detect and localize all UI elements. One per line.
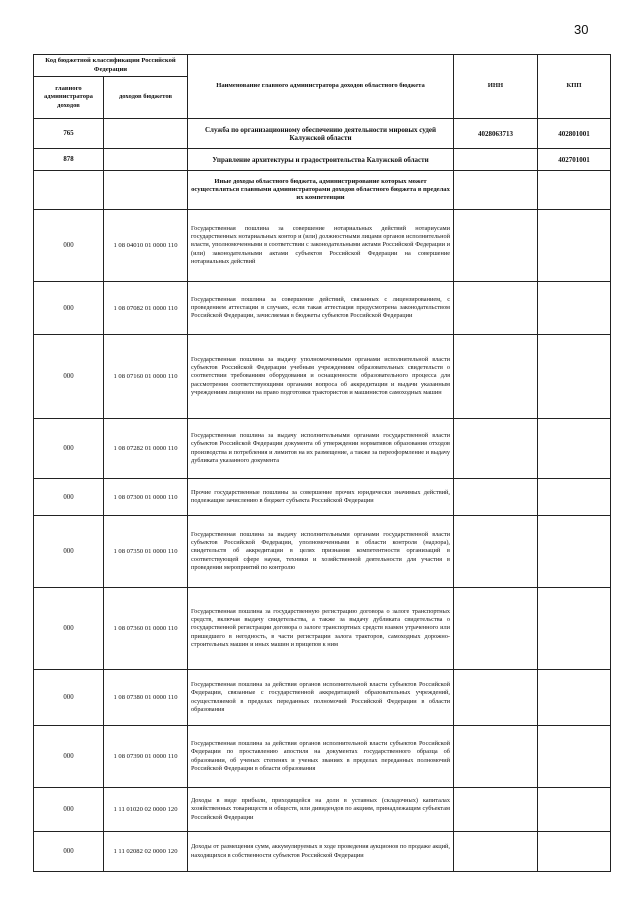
- income-row: [34, 670, 611, 726]
- income-row: [34, 588, 611, 670]
- income-code: 1 08 07300 01 0000 110: [104, 479, 188, 516]
- income-code: 1 11 01020 02 0000 120: [104, 788, 188, 832]
- agency-inn: [454, 149, 538, 171]
- income-code: 1 08 07350 01 0000 110: [104, 516, 188, 588]
- income-description: Прочие государственные пошлины за совершение прочих юридически значимых действий, подлежащие зачислению в бюджет субъекта Российской Федерации: [188, 479, 454, 516]
- income-row: [34, 788, 611, 832]
- income-description: Доходы от размещения сумм, аккумулируемых в ходе проведения аукционов по продаже акций, находящихся в собственности субъектов Российской Федерации: [188, 832, 454, 872]
- income-code: 1 08 07360 01 0000 110: [104, 588, 188, 670]
- agency-name: Служба по организационному обеспечению деятельности мировых судей Калужской области: [188, 119, 454, 149]
- income-row: [34, 419, 611, 479]
- header-inn: ИНН: [454, 55, 538, 119]
- agency-code: 878: [34, 149, 104, 171]
- header-administrator-name: Наименование главного администратора доходов областного бюджета: [188, 55, 454, 119]
- header-budget-income: доходов бюджетов: [104, 77, 188, 119]
- agency-kpp: 402701001: [538, 149, 611, 171]
- admin-code: 000: [34, 479, 104, 516]
- header-classification-code: Код бюджетной классификации Российской Федерации: [34, 55, 188, 77]
- header-kpp: КПП: [538, 55, 611, 119]
- admin-code: 000: [34, 282, 104, 335]
- agency-row: [34, 149, 611, 171]
- income-code: 1 08 07282 01 0000 110: [104, 419, 188, 479]
- income-row: [34, 282, 611, 335]
- income-code: 1 08 07160 01 0000 110: [104, 335, 188, 419]
- income-code: 1 08 07390 01 0000 110: [104, 726, 188, 788]
- page-number: 30: [574, 22, 589, 37]
- income-description: Государственная пошлина за выдачу исполнительными органами государственной власти субъектов Российской Федерации документа об утверждении нормативов образования отходов производства и потребления и лимитов на их размещение, а также за переоформление и выдачу дубликата указанного документа: [188, 419, 454, 479]
- admin-code: 000: [34, 588, 104, 670]
- income-description: Государственная пошлина за выдачу уполномоченными органами исполнительной власти субъектов Российской Федерации учебным учреждениям образовательных свидетельств о соответствии требованиям оборудования и оснащенности образовательного процесса для рассмотрения соответствующими органами вопроса об аккредитации и выдачи указанным учреждениям лицензии на право подготовки трактористов и машинистов самоходных машин: [188, 335, 454, 419]
- income-row: [34, 335, 611, 419]
- agency-kpp: 402801001: [538, 119, 611, 149]
- admin-code: 000: [34, 210, 104, 282]
- agency-income-code: [104, 119, 188, 149]
- income-code: 1 08 07082 01 0000 110: [104, 282, 188, 335]
- income-description: Государственная пошлина за совершение действий, связанных с лицензированием, с проведением аттестации в случаях, если такая аттестация предусмотрена законодательством Российской Федерации, зачисляемая в бюджеты субъектов Российской Федерации: [188, 282, 454, 335]
- income-description: Доходы в виде прибыли, приходящейся на доли в уставных (складочных) капиталах хозяйственных товариществ и обществ, или дивидендов по акциям, принадлежащим субъектам Российской Федерации: [188, 788, 454, 832]
- income-code: 1 08 04010 01 0000 110: [104, 210, 188, 282]
- budget-classification-table: [33, 54, 611, 872]
- income-row: [34, 832, 611, 872]
- admin-code: 000: [34, 516, 104, 588]
- agency-name: Управление архитектуры и градостроительства Калужской области: [188, 149, 454, 171]
- income-row: [34, 726, 611, 788]
- agency-inn: 4028063713: [454, 119, 538, 149]
- admin-code: 000: [34, 670, 104, 726]
- income-description: Государственная пошлина за государственную регистрацию договора о залоге транспортных средств, включая выдачу свидетельства, а также за выдачу дубликата свидетельства о государственной регистрации договора о залоге транспортных средств взамен утраченного или пришедшего в негодность, в части регистрации залога тракторов, самоходных дорожно-строительных машин и иных машин и прицепов к ним: [188, 588, 454, 670]
- agency-code: 765: [34, 119, 104, 149]
- admin-code: 000: [34, 726, 104, 788]
- admin-code: 000: [34, 832, 104, 872]
- income-code: 1 08 07380 01 0000 110: [104, 670, 188, 726]
- income-row: [34, 210, 611, 282]
- income-description: Государственная пошлина за совершение нотариальных действий нотариусами государственных нотариальных контор и (или) должностными лицами органов исполнительной власти, уполномоченными в соответствии с законодательными актами Российской Федерации и (или) законодательными актами субъектов Российской Федерации на совершение нотариальных действий: [188, 210, 454, 282]
- header-chief-administrator: главного администратора доходов: [34, 77, 104, 119]
- income-row: [34, 516, 611, 588]
- income-description: Государственная пошлина за действия органов исполнительной власти субъектов Российской Федерации, связанные с государственной аккредитацией образовательных учреждений, осуществляемой в пределах переданных полномочий Российской Федерации в области образования: [188, 670, 454, 726]
- admin-code: 000: [34, 419, 104, 479]
- income-description: Государственная пошлина за действия органов исполнительной власти субъектов Российской Федерации по проставлению апостиля на документах государственного образца об образовании, об ученых степенях и ученых званиях в пределах переданных полномочий Российской Федерации в области образования: [188, 726, 454, 788]
- income-code: 1 11 02082 02 0000 120: [104, 832, 188, 872]
- agency-row: [34, 119, 611, 149]
- agency-income-code: [104, 149, 188, 171]
- section-title: Иные доходы областного бюджета, администрирование которых может осуществляться главными администраторами доходов областного бюджета в пределах их компетенции: [188, 171, 454, 210]
- admin-code: 000: [34, 788, 104, 832]
- income-row: [34, 479, 611, 516]
- admin-code: 000: [34, 335, 104, 419]
- section-row: [34, 171, 611, 210]
- income-description: Государственная пошлина за выдачу исполнительными органами государственной власти субъектов Российской Федерации, уполномоченными в области контроля (надзора), свидетельств об аккредитации в целях признания компетентности организаций в соответствующей сфере науки, техники и хозяйственной деятельности для участия в проведении мероприятий по контролю: [188, 516, 454, 588]
